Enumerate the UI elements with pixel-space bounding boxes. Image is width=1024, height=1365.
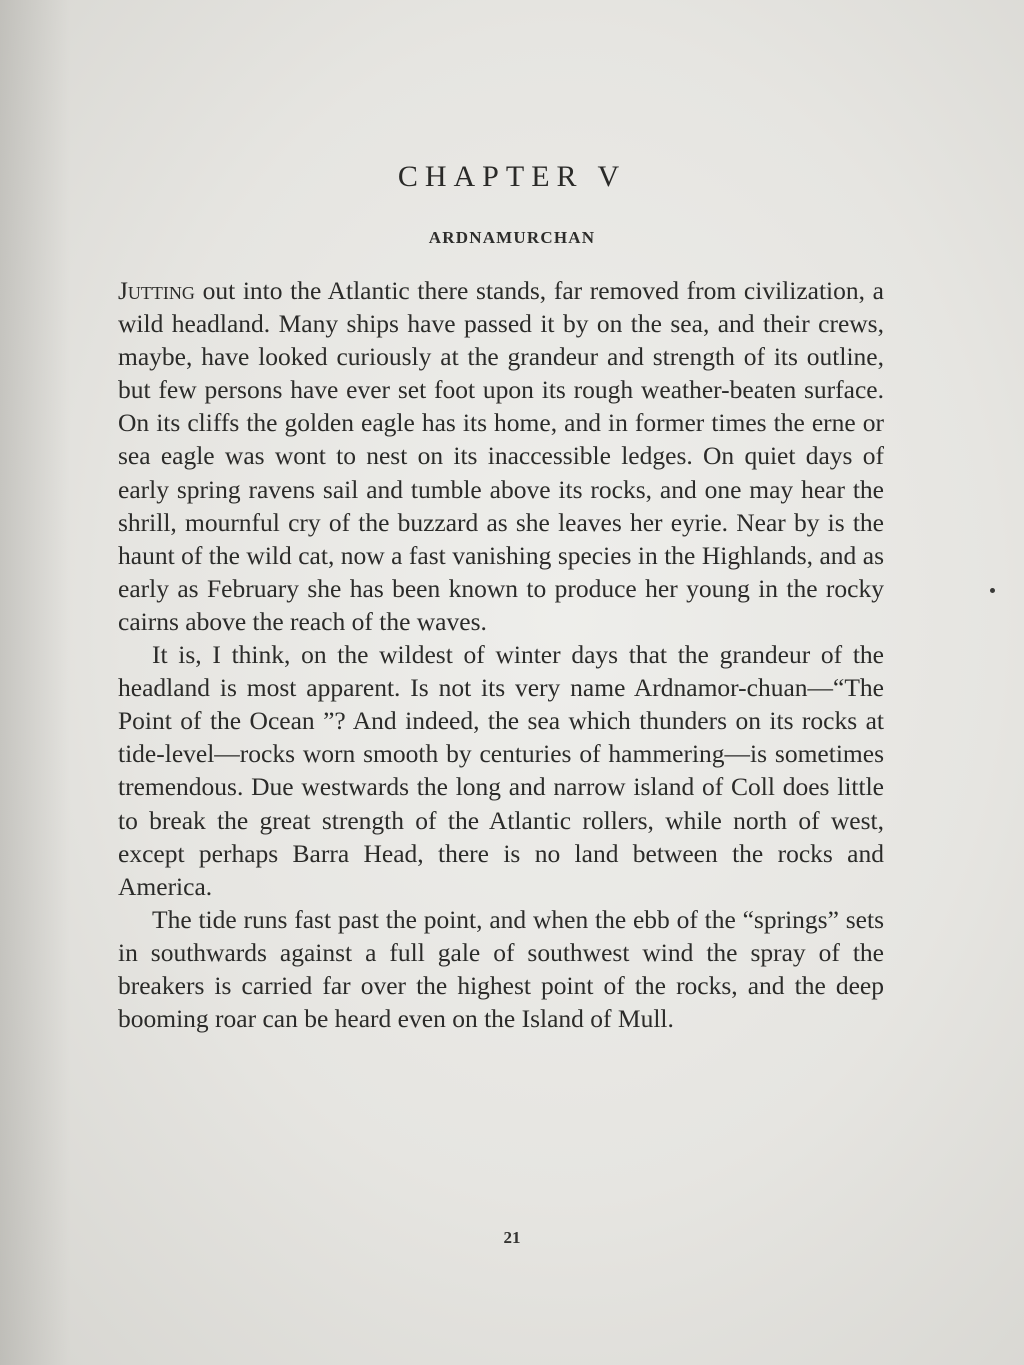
page-number: 21 [503,1228,521,1247]
paragraph-2: It is, I think, on the wildest of winter days that the grandeur of the headland is most apparent. Is not its very name Ardnamor-chuan—“The Point of the Ocean ”? And indeed, the sea which thunders on its rocks at tide-level—rocks worn smooth by centuries of hammering—is sometimes tremendous. Due westwards the long and narrow island of Coll does little to break the great strength of the Atlantic rollers, while north of west, except perhaps Barra Head, there is no land between the rocks and America. [118,640,884,901]
chapter-body [118,274,884,1035]
paragraph-1 [118,274,884,638]
paragraph-1-text: out into the Atlantic there stands, far removed from civilization, a wild headland. Many ships have passed it by on the sea, and their crews, maybe, have looked curiously at the grandeur and strength of its outline, but few persons have ever set foot upon its rough weather-beaten surface. On its cliffs the golden eagle has its home, and in former times the erne or sea eagle was wont to nest on its inaccessible ledges. On quiet days of early spring ravens sail and tumble above its rocks, and one may hear the shrill, mournful cry of the buzzard as she leaves her eyrie. Near by is the haunt of the wild cat, now a fast vanishing species in the Highlands, and as early as February she has been known to produce her young in the rocky cairns above the reach of the waves. [118,276,884,636]
chapter-subtitle: ARDNAMURCHAN [428,228,596,247]
spine-shadow [0,0,70,1365]
paragraph-3: The tide runs fast past the point, and when the ebb of the “springs” sets in southwards against a full gale of southwest wind the spray of the breakers is carried far over the highest point of the rocks, and the deep booming roar can be heard even on the Island of Mull. [118,904,884,1034]
chapter-title: CHAPTER V [397,160,627,193]
paper-speck [990,588,995,593]
paragraph-1-lead: Jutting [118,276,195,305]
